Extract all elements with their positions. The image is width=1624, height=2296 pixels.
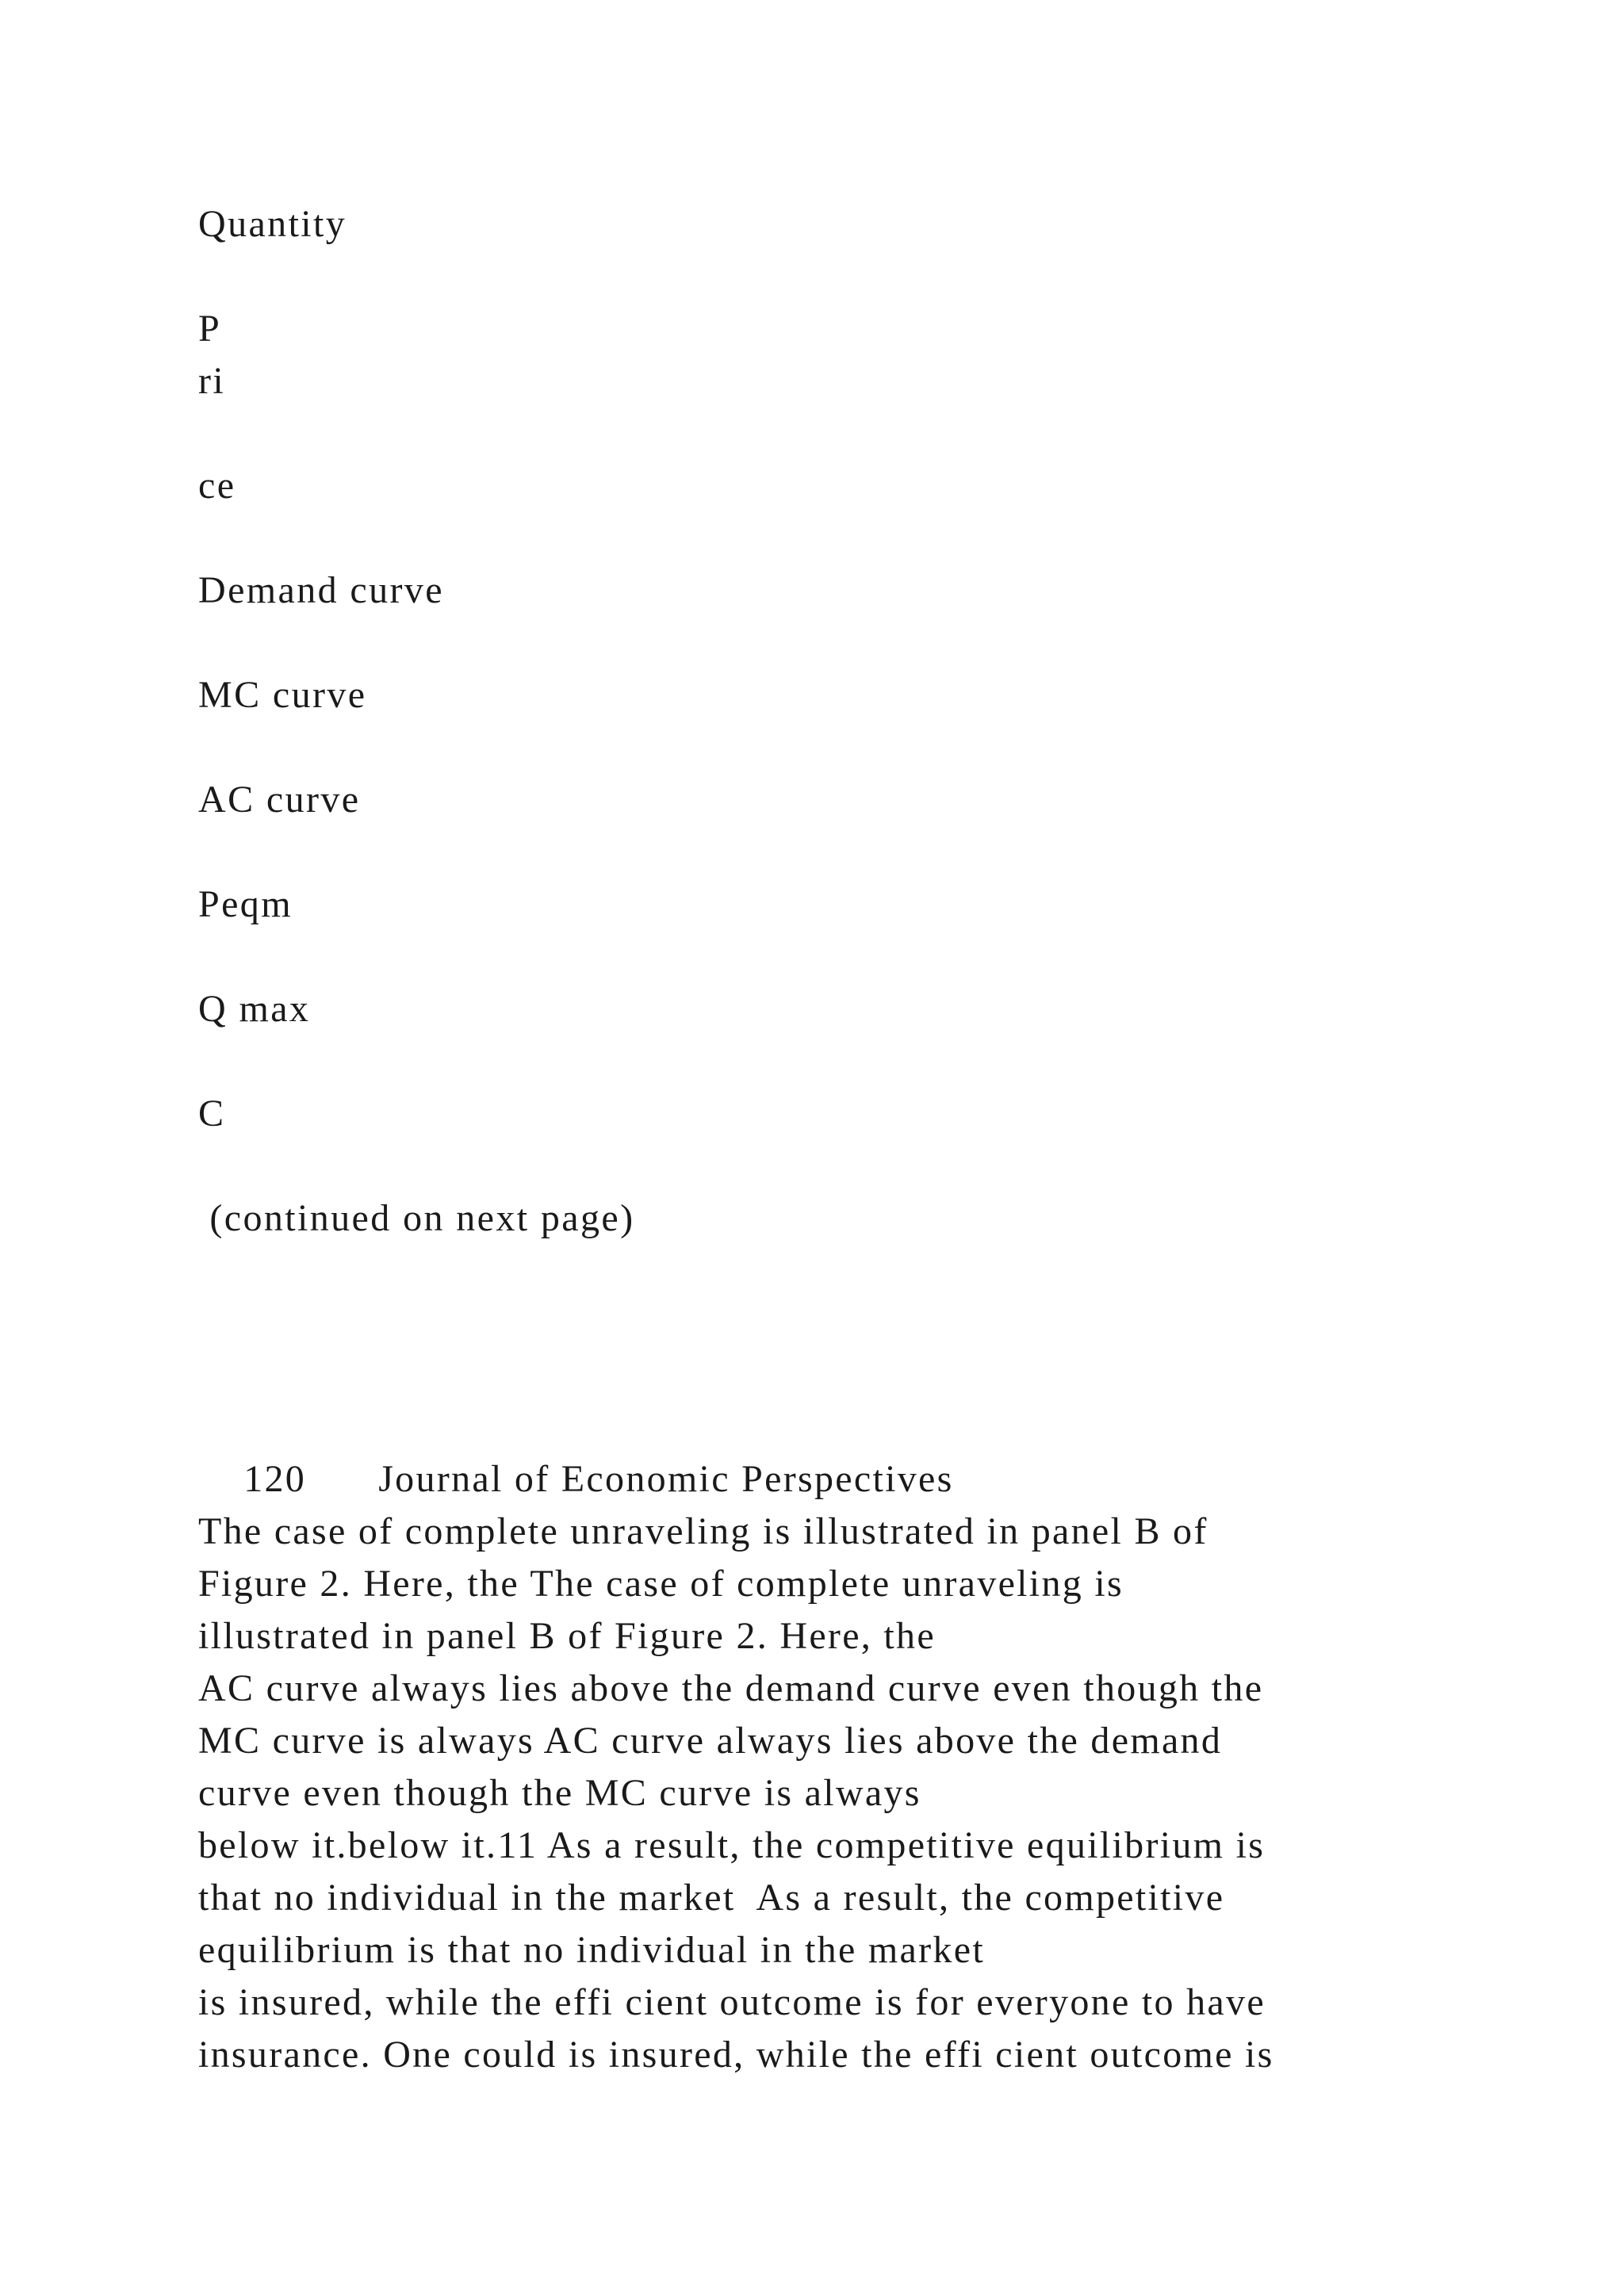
demand-curve-label: Demand curve (198, 569, 445, 611)
body-line: insurance. One could is insured, while the effi cient outcome is (198, 2034, 1274, 2076)
body-line: MC curve is always AC curve always lies above the demand (198, 1720, 1223, 1762)
body-line: is insured, while the effi cient outcome is for everyone to have (198, 1981, 1266, 2023)
c-label: C (198, 1093, 226, 1135)
journal-title: Journal of Economic Perspectives (378, 1458, 954, 1500)
y-axis-label-part-2: ri (198, 360, 226, 402)
body-line: The case of complete unraveling is illustrated in panel B of (198, 1510, 1208, 1552)
body-line: curve even though the MC curve is always (198, 1772, 921, 1814)
body-line: AC curve always lies above the demand curve even though the (198, 1667, 1264, 1709)
body-paragraph (198, 1506, 1274, 2081)
peqm-label: Peqm (198, 883, 293, 925)
body-line: equilibrium is that no individual in the market (198, 1929, 985, 1971)
body-line: below it.below it.11 As a result, the competitive equilibrium is (198, 1824, 1266, 1866)
y-axis-label-part-1: P (198, 308, 222, 350)
continued-note: (continued on next page) (198, 1197, 635, 1239)
qmax-label: Q max (198, 988, 311, 1030)
x-axis-label: Quantity (198, 203, 347, 245)
y-axis-label-part-3: ce (198, 465, 236, 507)
mc-curve-label: MC curve (198, 674, 367, 716)
page-number: 120 (243, 1458, 307, 1500)
ac-curve-label: AC curve (198, 779, 361, 821)
body-line: illustrated in panel B of Figure 2. Here, the (198, 1615, 936, 1657)
body-line: that no individual in the market As a result, the competitive (198, 1877, 1225, 1919)
body-line: Figure 2. Here, the The case of complete unraveling is (198, 1563, 1124, 1605)
